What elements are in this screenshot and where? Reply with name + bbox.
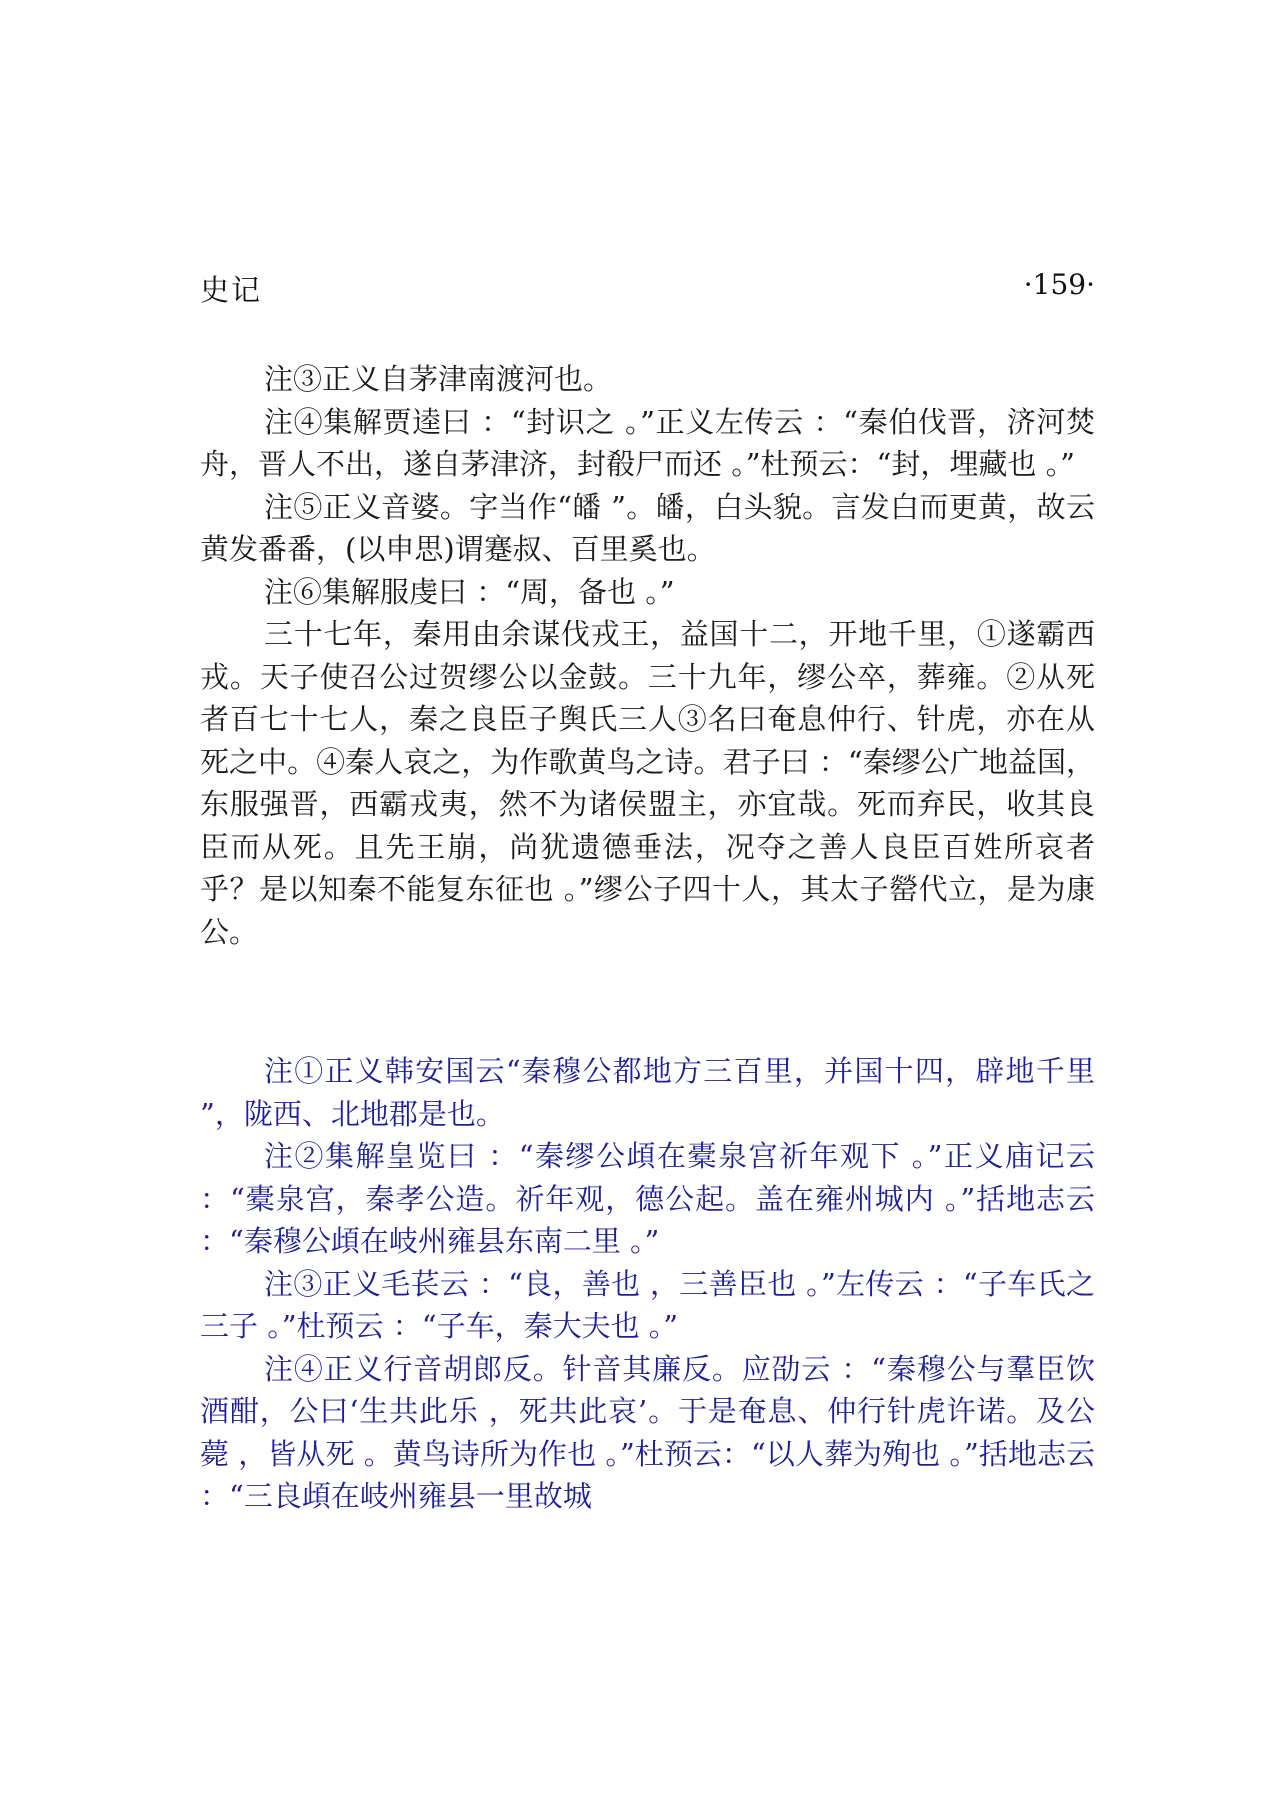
- main-text-block: [200, 358, 1095, 953]
- note-paragraph: 注⑤正义音婆。字当作“皤 ”。皤，白头貌。言发白而更黄，故云黄发番番，(以申思)谓蹇叔、百里奚也。: [200, 489, 1095, 566]
- footnote-paragraph: 注④正义行音胡郎反。针音其廉反。应劭云 ：“秦穆公与羣臣饮酒酣，公曰‘生共此乐 ，死共此哀’。于是奄息、仲行针虎许诺。及公薨 ，皆从死 。黄鸟诗所为作也 。”杜预云：“以人葬为殉也 。”括地志云 ：“三良頉在岐州雍县一里故城: [200, 1351, 1095, 1513]
- footnotes-block: [200, 1050, 1095, 1518]
- book-title: 史记: [200, 273, 263, 307]
- note-paragraph: 注④集解贾逵曰 ：“封识之 。”正义左传云 ：“秦伯伐晋，济河焚舟，晋人不出，遂自茅津济，封殽尸而还 。”杜预云：“封，埋藏也 。”: [200, 404, 1095, 481]
- body-paragraph: 三十七年，秦用由余谋伐戎王，益国十二，开地千里，①遂霸西戎。天子使召公过贺缪公以金鼓。三十九年，缪公卒，葬雍。②从死者百七十七人，秦之良臣子舆氏三人③名曰奄息仲行、针虎，亦在从死之中。④秦人哀之，为作歌黄鸟之诗。君子曰 ：“秦缪公广地益国，东服强晋，西霸戎夷，然不为诸侯盟主，亦宜哉。死而弃民，收其良臣而从死。且先王崩，尚犹遗德垂法，况夺之善人良臣百姓所哀者乎？是以知秦不能复东征也 。”缪公子四十人，其太子罃代立，是为康公。: [200, 617, 1095, 949]
- running-header: [200, 268, 1095, 312]
- note-paragraph: 注⑥集解服虔曰 ：“周，备也 。”: [264, 574, 675, 609]
- footnote-paragraph: 注③正义毛苌云 ：“良，善也 ，三善臣也 。”左传云 ：“子车氏之三子 。”杜预云 ：“子车，秦大夫也 。”: [200, 1266, 1095, 1343]
- page-number: ·159·: [1023, 268, 1095, 301]
- footnote-paragraph: 注①正义韩安国云“秦穆公都地方三百里，并国十四，辟地千里 ”，陇西、北地郡是也。: [200, 1054, 1095, 1131]
- footnote-paragraph: 注②集解皇览曰 ：“秦缪公頉在橐泉宫祈年观下 。”正义庙记云 ：“橐泉宫，秦孝公造。祈年观，德公起。盖在雍州城内 。”括地志云 ：“秦穆公頉在岐州雍县东南二里 。”: [200, 1139, 1095, 1258]
- note-paragraph: 注③正义自茅津南渡河也。: [264, 362, 613, 396]
